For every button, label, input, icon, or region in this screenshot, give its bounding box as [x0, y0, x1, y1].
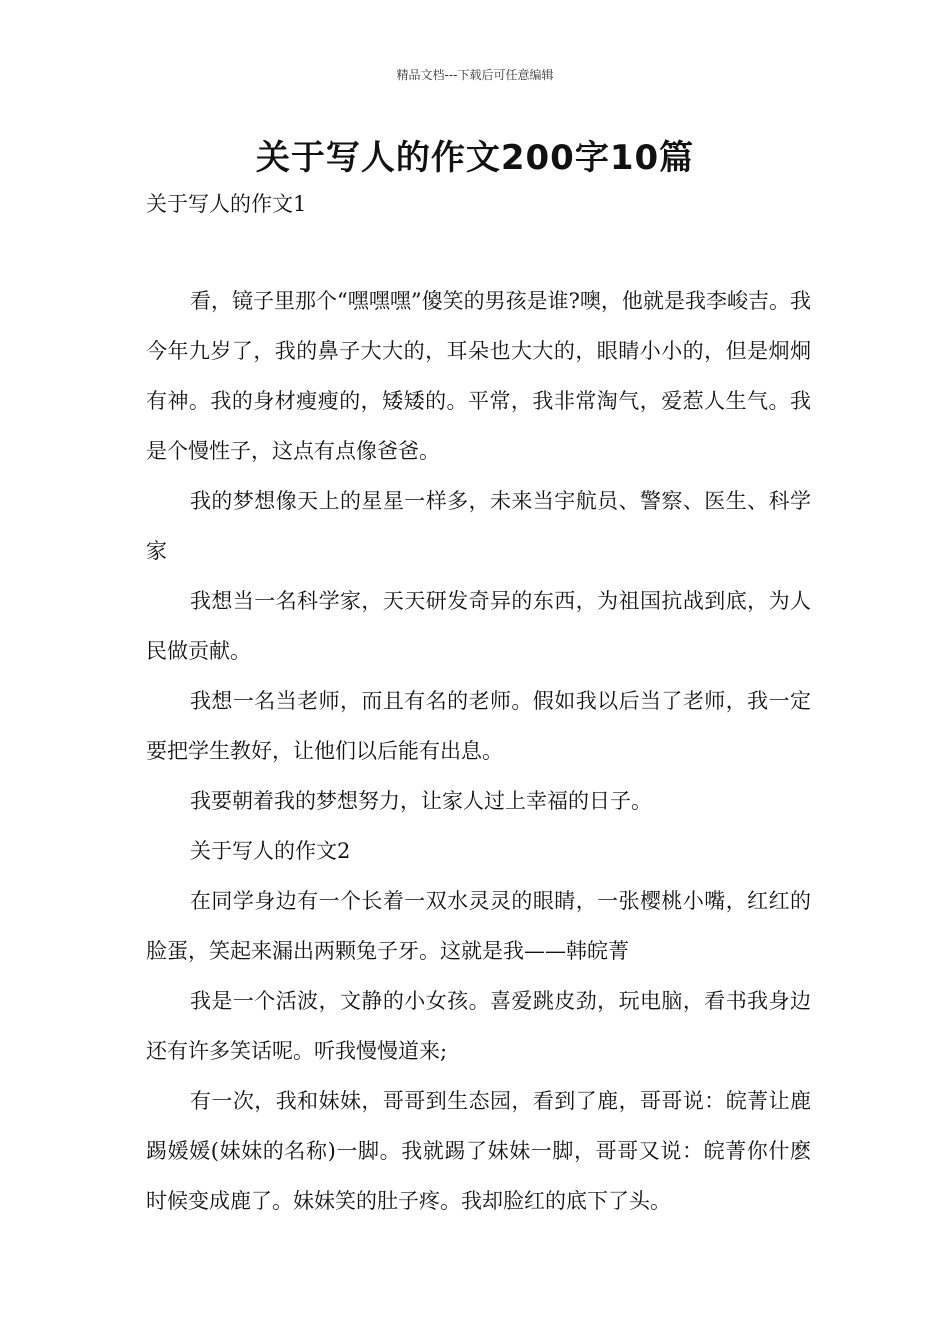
paragraph: 看，镜子里那个“嘿嘿嘿”傻笑的男孩是谁?噢，他就是我李峻吉。我今年九岁了，我的鼻子大大的，耳朵也大大的，眼睛小小的，但是炯炯有神。我的身材瘦瘦的，矮矮的。平常，我非常淘气，爱惹人生气。我是个慢性子，这点有点像爸爸。 [146, 289, 811, 463]
section-heading-2: 关于写人的作文2 [190, 839, 351, 863]
paragraph: 我要朝着我的梦想努力，让家人过上幸福的日子。 [190, 789, 652, 813]
essay-body [146, 276, 811, 1226]
paragraph: 在同学身边有一个长着一双水灵灵的眼睛，一张樱桃小嘴，红红的脸蛋，笑起来漏出两颗兔子牙。这就是我——韩皖菁 [146, 889, 811, 963]
paragraph: 我想当一名科学家，天天研发奇异的东西，为祖国抗战到底，为人民做贡献。 [146, 589, 811, 663]
paragraph: 我的梦想像天上的星星一样多，未来当宇航员、警察、医生、科学家 [146, 489, 811, 563]
paragraph: 我想一名当老师，而且有名的老师。假如我以后当了老师，我一定要把学生教好，让他们以后能有出息。 [146, 689, 811, 763]
document-title: 关于写人的作文200字10篇 [255, 138, 695, 178]
paragraph: 我是一个活波，文静的小女孩。喜爱跳皮劲，玩电脑，看书我身边还有许多笑话呢。听我慢慢道来; [146, 989, 811, 1063]
section-heading-1: 关于写人的作文1 [146, 192, 307, 216]
paragraph: 有一次，我和妹妹，哥哥到生态园，看到了鹿，哥哥说：皖菁让鹿踢媛媛(妹妹的名称)一脚。我就踢了妹妹一脚，哥哥又说：皖菁你什麽时候变成鹿了。妹妹笑的肚子疼。我却脸红的底下了头。 [146, 1089, 811, 1213]
header-note: 精品文档---下载后可任意编辑 [396, 68, 554, 82]
